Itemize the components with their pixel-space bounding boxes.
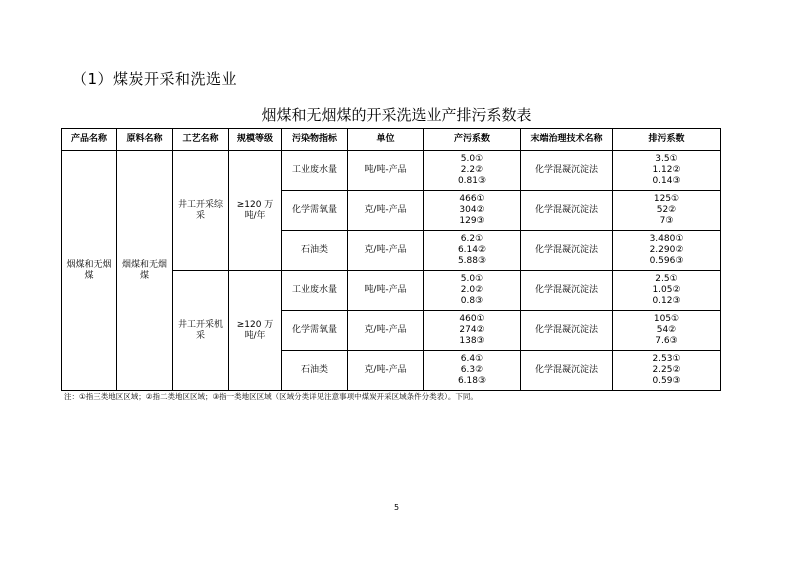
scale-cell: ≥120 万吨/年	[229, 151, 282, 271]
coefficient-value: 3.5①	[655, 154, 678, 164]
coefficient-value: 105①	[653, 314, 680, 324]
pollutant-cell: 化学需氧量	[282, 191, 348, 231]
pollutant-cell: 工业废水量	[282, 271, 348, 311]
treatment-cell: 化学混凝沉淀法	[521, 311, 613, 351]
table-header-row	[62, 129, 721, 151]
generation-coefficient-cell	[424, 311, 521, 351]
coefficient-value: 125①	[653, 194, 680, 204]
emission-coefficient-table	[61, 128, 721, 391]
header-product: 产品名称	[62, 129, 117, 151]
coefficient-value: 460①	[459, 314, 485, 324]
coefficient-value: 2.290②	[649, 245, 684, 255]
coefficient-value: 52②	[656, 205, 677, 215]
material-cell: 烟煤和无烟煤	[117, 151, 173, 391]
generation-coefficient-cell	[424, 351, 521, 391]
coefficient-value: 5.88③	[457, 256, 487, 266]
coefficient-value: 2.0②	[460, 285, 484, 295]
pollutant-cell: 化学需氧量	[282, 311, 348, 351]
coefficient-value: 0.8③	[460, 296, 484, 306]
treatment-cell: 化学混凝沉淀法	[521, 231, 613, 271]
header-generation-coefficient: 产污系数	[424, 129, 521, 151]
unit-cell: 吨/吨-产品	[348, 151, 424, 191]
header-pollutant: 污染物指标	[282, 129, 348, 151]
coefficient-value: 6.18③	[457, 376, 487, 386]
coefficient-value: 1.12②	[652, 165, 681, 175]
generation-coefficient-cell	[424, 151, 521, 191]
discharge-coefficient-cell	[613, 231, 721, 271]
coefficient-value: 2.2②	[460, 165, 484, 175]
unit-cell: 吨/吨-产品	[348, 271, 424, 311]
coefficient-value: 7③	[659, 216, 674, 226]
header-material: 原料名称	[117, 129, 173, 151]
coefficient-value: 0.596③	[649, 256, 684, 266]
coefficient-value: 6.2①	[460, 234, 484, 244]
table-title: 烟煤和无烟煤的开采洗选业产排污系数表	[261, 106, 532, 124]
coefficient-value: 304②	[459, 205, 485, 215]
coefficient-value: 2.25②	[652, 365, 681, 375]
generation-coefficient-cell	[424, 191, 521, 231]
scale-cell: ≥120 万吨/年	[229, 271, 282, 391]
page-number: 5	[393, 503, 400, 512]
coefficient-value: 274②	[459, 325, 485, 335]
header-end-treatment: 末端治理技术名称	[521, 129, 613, 151]
coefficient-value: 138③	[459, 336, 485, 346]
coefficient-value: 0.81③	[457, 176, 487, 186]
section-heading: （1）煤炭开采和洗选业	[72, 70, 238, 88]
table-row	[62, 151, 721, 191]
generation-coefficient-cell	[424, 231, 521, 271]
discharge-coefficient-cell	[613, 311, 721, 351]
coefficient-value: 7.6③	[655, 336, 678, 346]
header-discharge-coefficient: 排污系数	[613, 129, 721, 151]
coefficient-value: 6.3②	[460, 365, 484, 375]
process-cell: 井工开采综采	[173, 151, 229, 271]
coefficient-value: 466①	[459, 194, 485, 204]
product-cell: 烟煤和无烟煤	[62, 151, 117, 391]
discharge-coefficient-cell	[613, 271, 721, 311]
unit-cell: 克/吨-产品	[348, 191, 424, 231]
unit-cell: 克/吨-产品	[348, 311, 424, 351]
discharge-coefficient-cell	[613, 151, 721, 191]
coefficient-value: 3.480①	[649, 234, 684, 244]
treatment-cell: 化学混凝沉淀法	[521, 271, 613, 311]
process-cell: 井工开采机采	[173, 271, 229, 391]
header-unit: 单位	[348, 129, 424, 151]
pollutant-cell: 工业废水量	[282, 151, 348, 191]
coefficient-value: 0.59③	[652, 376, 681, 386]
coefficient-value: 2.5①	[655, 274, 678, 284]
pollutant-cell: 石油类	[282, 351, 348, 391]
coefficient-value: 6.4①	[460, 354, 484, 364]
discharge-coefficient-cell	[613, 191, 721, 231]
header-process: 工艺名称	[173, 129, 229, 151]
table-footnote: 注：①指三类地区区域；②指二类地区区域；③指一类地区区域（区域分类详见注意事项中煤炭开采区域条件分类表）。下同。	[64, 392, 478, 401]
treatment-cell: 化学混凝沉淀法	[521, 151, 613, 191]
coefficient-value: 5.0①	[460, 274, 484, 284]
coefficient-value: 1.05②	[652, 285, 681, 295]
treatment-cell: 化学混凝沉淀法	[521, 191, 613, 231]
generation-coefficient-cell	[424, 271, 521, 311]
header-scale: 规模等级	[229, 129, 282, 151]
coefficient-value: 54②	[656, 325, 677, 335]
unit-cell: 克/吨-产品	[348, 231, 424, 271]
coefficient-value: 0.14③	[652, 176, 681, 186]
coefficient-value: 6.14②	[457, 245, 487, 255]
coefficient-value: 2.53①	[652, 354, 681, 364]
coefficient-value: 0.12③	[652, 296, 681, 306]
coefficient-value: 129③	[459, 216, 485, 226]
coefficient-value: 5.0①	[460, 154, 484, 164]
unit-cell: 克/吨-产品	[348, 351, 424, 391]
discharge-coefficient-cell	[613, 351, 721, 391]
pollutant-cell: 石油类	[282, 231, 348, 271]
treatment-cell: 化学混凝沉淀法	[521, 351, 613, 391]
